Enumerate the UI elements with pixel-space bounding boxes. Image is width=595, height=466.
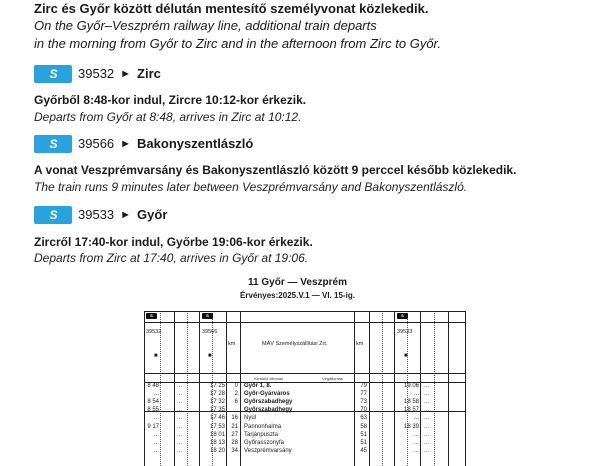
train-number: 39533 — [78, 207, 115, 222]
column-destination-label: Végállomás — [322, 376, 343, 381]
time-cell: ... — [424, 423, 430, 430]
time-cell: 17 28 — [209, 391, 225, 398]
km-cell: 51 — [360, 439, 367, 446]
s-train-badge-icon: S — [146, 313, 157, 319]
time-cell: ... — [153, 415, 159, 422]
timetable-title: 11 Győr — Veszprém — [248, 277, 347, 288]
s-train-badge-icon: S — [397, 313, 408, 319]
time-cell: 17 25 — [209, 383, 225, 389]
time-cell: ... — [177, 423, 183, 430]
service-39533-en: Departs from Zirc at 17:40, arrives in Győr at 19:06. — [34, 251, 309, 265]
service-39532-en: Departs from Győr at 8:48, arrives in Zirc at 10:12. — [34, 110, 302, 124]
time-cell: 19 06 — [403, 383, 419, 389]
train-destination: Zirc — [137, 66, 161, 81]
km-cell: 21 — [231, 423, 238, 430]
operator-name: MÁV Személyszállítási Zrt. — [262, 341, 328, 347]
time-cell: ... — [424, 415, 430, 422]
time-cell: 17 35 — [209, 407, 225, 414]
train-number: 39532 — [78, 66, 115, 81]
timetable-grid — [144, 311, 466, 466]
train-number-39566: 39566 — [202, 329, 218, 335]
time-cell: ... — [153, 439, 159, 446]
time-cell: ... — [153, 447, 159, 454]
time-cell: 18 13 — [209, 439, 225, 446]
column-origin-label: Kiinduló állomás — [254, 376, 284, 381]
km-cell: 16 — [231, 415, 238, 422]
km-cell: 63 — [360, 415, 367, 422]
time-cell: ... — [424, 439, 430, 446]
time-cell: ... — [424, 447, 430, 454]
time-cell: ... — [413, 391, 419, 398]
time-cell: 18 58 — [403, 399, 419, 406]
bicycle-icon: ■ — [404, 353, 408, 359]
time-cell: ... — [177, 391, 183, 398]
arrow-right-icon: ► — [120, 67, 132, 80]
km-cell: 0 — [234, 383, 238, 389]
timetable-validity: Érvényes:2025.V.1 — VI. 15-ig. — [240, 291, 355, 300]
time-cell: ... — [424, 399, 430, 406]
train-destination: Bakonyszentlászló — [137, 136, 254, 151]
s-train-logo-icon: S — [34, 65, 72, 83]
time-cell: 8 54 — [147, 399, 159, 406]
time-cell: 18 20 — [209, 447, 225, 454]
train-number-39532: 39532 — [146, 329, 162, 335]
km-cell: 70 — [360, 407, 367, 414]
time-cell: 8 48 — [147, 383, 159, 389]
km-cell: 79 — [360, 383, 367, 389]
time-cell: 17 32 — [209, 399, 225, 406]
s-train-logo-icon: S — [34, 135, 72, 153]
service-39566-en: The train runs 9 minutes later between Veszprémvarsány and Bakonyszentlászló. — [34, 180, 468, 194]
time-cell: ... — [177, 415, 183, 422]
s-train-badge-icon: S — [202, 313, 213, 319]
station-name: Győr 1, 8. — [244, 383, 272, 389]
km-cell: 58 — [360, 423, 367, 430]
km-cell: 73 — [360, 399, 367, 406]
service-39532-header — [34, 64, 161, 83]
time-cell: ... — [424, 391, 430, 398]
km-cell: 45 — [360, 447, 367, 454]
time-cell: ... — [177, 431, 183, 438]
km-cell: 6 — [234, 399, 238, 406]
station-name: Pannonhalma — [244, 423, 282, 430]
km-cell: 77 — [360, 391, 367, 398]
bicycle-icon: ■ — [208, 353, 212, 359]
km-cell: 28 — [231, 439, 238, 446]
station-name: Nyúl — [244, 415, 257, 422]
train-destination: Győr — [137, 207, 168, 222]
train-number-39533: 39533 — [397, 329, 413, 335]
station-name: Veszprémvarsány — [244, 447, 292, 454]
time-cell: 18 57 — [403, 407, 419, 414]
km-cell: 51 — [360, 431, 367, 438]
km-header-left: km — [228, 341, 236, 347]
time-cell: ... — [177, 447, 183, 454]
service-39533-hu: Zircről 17:40-kor indul, Győrbe 19:06-kor érkezik. — [34, 235, 313, 249]
intro-heading-hu: Zirc és Győr között délután mentesítő személyvonat közlekedik. — [34, 1, 429, 16]
intro-text-en-2: in the morning from Győr to Zirc and in the afternoon from Zirc to Győr. — [34, 36, 442, 51]
time-cell: ... — [153, 391, 159, 398]
time-cell: 8 55 — [147, 407, 159, 414]
station-name: Győrszabadhegy — [244, 407, 293, 414]
time-cell: ... — [424, 431, 430, 438]
time-cell: ... — [177, 407, 183, 414]
time-cell: 17 46 — [209, 415, 225, 422]
km-cell: 2 — [234, 391, 238, 398]
time-cell: ... — [153, 431, 159, 438]
time-cell: ... — [177, 439, 183, 446]
time-cell: ... — [413, 415, 419, 422]
time-cell: ... — [424, 383, 430, 389]
km-cell: 27 — [231, 431, 238, 438]
time-cell: 9 17 — [147, 423, 159, 430]
service-39566-hu: A vonat Veszprémvarsány és Bakonyszentlászló között 9 perccel később közlekedik. — [34, 163, 517, 177]
bicycle-icon: ■ — [154, 353, 158, 359]
km-header-right: km — [356, 341, 364, 347]
s-train-logo-icon: S — [34, 206, 72, 224]
arrow-right-icon: ► — [120, 208, 132, 221]
intro-text-en-1: On the Győr–Veszprém railway line, additional train departs — [34, 18, 377, 33]
km-cell: 34 — [231, 447, 238, 454]
service-39532-hu: Győrből 8:48-kor indul, Zircre 10:12-kor érkezik. — [34, 93, 307, 107]
station-name: Tarjánpuszta — [244, 431, 279, 438]
station-name: Győrszabadhegy — [244, 399, 293, 406]
station-name: Győr-Gyárváros — [244, 391, 290, 398]
station-name: Győrasszonyfa — [244, 439, 285, 446]
time-cell: ... — [177, 383, 183, 389]
time-cell: 18 01 — [209, 431, 225, 438]
time-cell: ... — [413, 431, 419, 438]
service-39566-header — [34, 134, 253, 153]
train-number: 39566 — [78, 136, 115, 151]
service-39533-header — [34, 205, 167, 224]
time-cell: ... — [413, 439, 419, 446]
arrow-right-icon: ► — [120, 137, 132, 150]
time-cell: ... — [424, 407, 430, 414]
time-cell: 17 53 — [209, 423, 225, 430]
time-cell: ... — [177, 399, 183, 406]
time-cell: ... — [413, 447, 419, 454]
time-cell: 18 39 — [403, 423, 419, 430]
